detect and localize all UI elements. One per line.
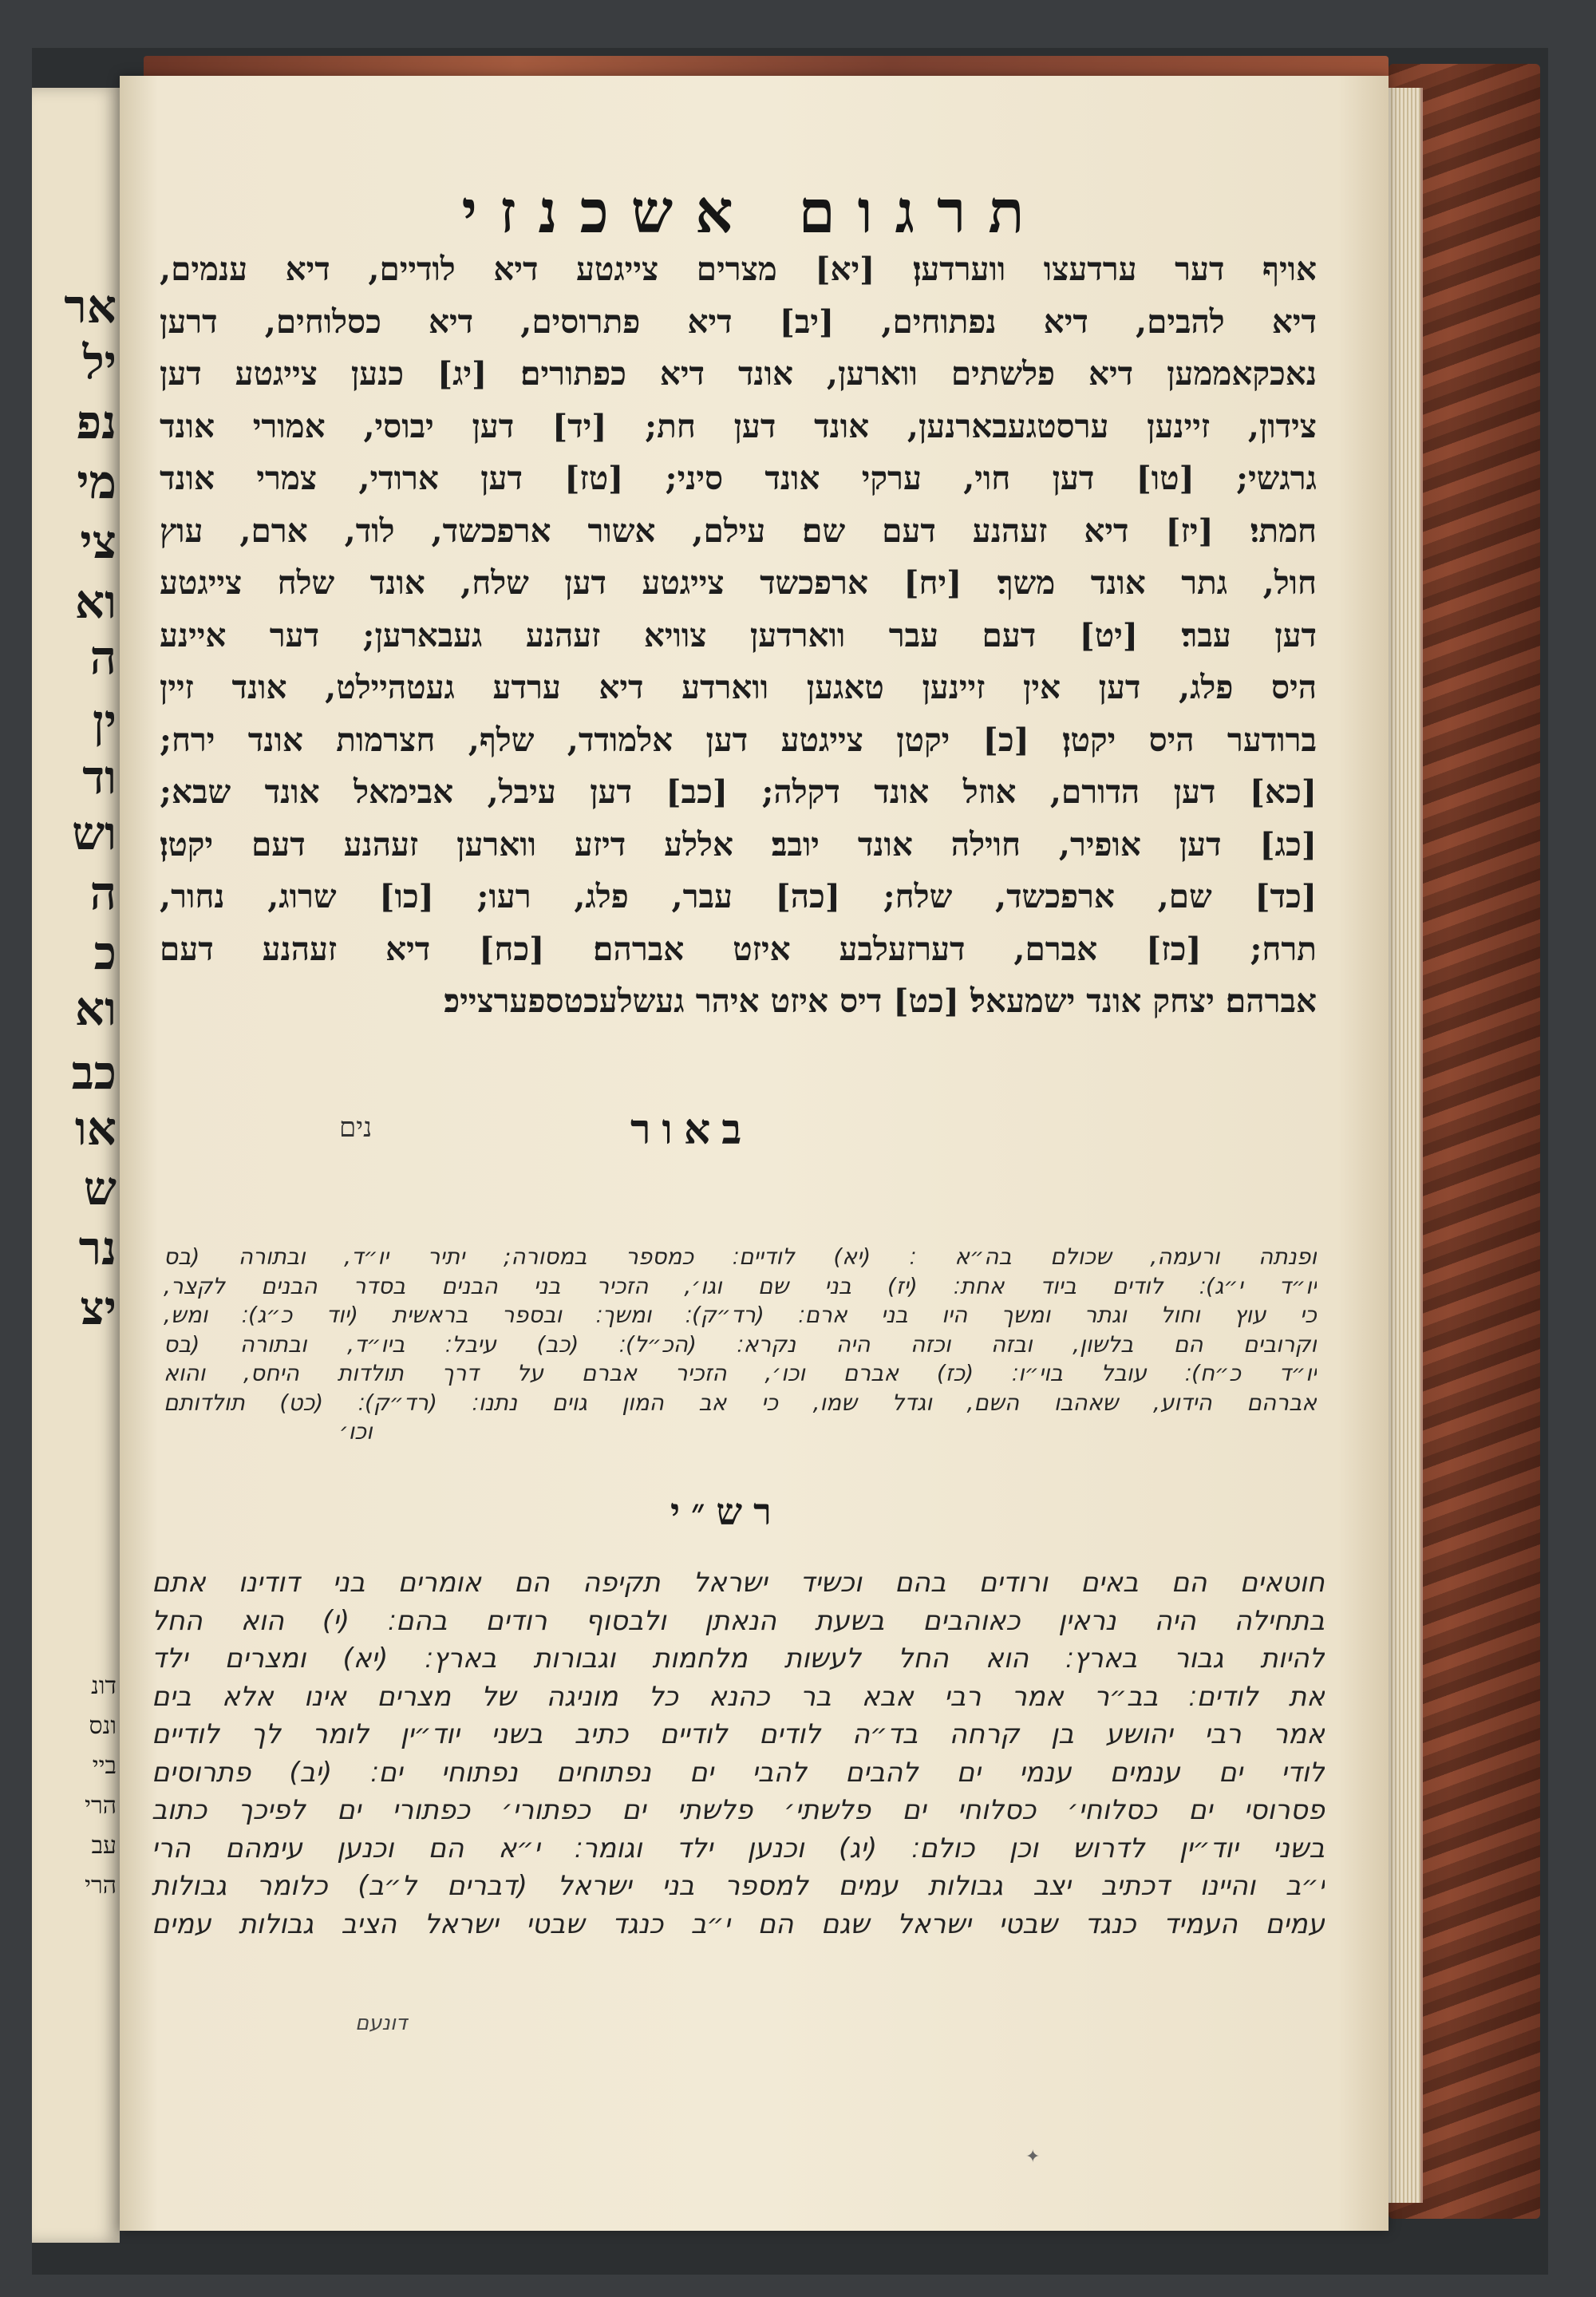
- text-line: תרח; [כז] אברם, דערזעלבע איזט אברהם׃ [כח] דיא זעהנע דעם: [160, 929, 1317, 968]
- left-fragment: וש: [72, 806, 117, 860]
- commentary-line: כי עוץ וחול וגתר ומשך היו בני ארם׃ (רד״ק)׃ ומשך׃ ובספר בראשית (יוד כ״ג)׃ ומש,: [164, 1302, 1317, 1328]
- left-fragment: נר: [78, 1221, 117, 1275]
- rashi-line: בתחילה היה נראין כאוהבים בשעת הנאתן ולבסוף רודים בהם׃ (י) הוא החל: [152, 1604, 1325, 1637]
- text-line: [כד] שם, ארפכשד, שלח; [כה] עבר, פלג, רעו; [כו] שרוג, נחור,: [160, 877, 1317, 915]
- text-line: היס פלג, דען אין זיינען טאגען ווארדע דיא ערדע געטהיילט, אונד זיין: [160, 668, 1317, 706]
- left-fragment-small: עב: [91, 1832, 117, 1860]
- rashi-line: את לודים׃ בב״ר אמר רבי אבא בר כהנא כל מוניגה של מצרים אינו אלא בים: [152, 1680, 1325, 1713]
- commentary-line: אברהם הידוע, שאהבו השם, וגדל שמו, כי אב המון גוים נתנו׃ (רד״ק)׃ (כט) תולדותם: [164, 1389, 1317, 1416]
- left-fragment: או: [74, 1101, 117, 1156]
- left-fragment: יל: [82, 335, 117, 389]
- biur-heading: באור: [630, 1105, 753, 1154]
- rashi-line: לודי ים ענמים ענמי ים להבים להבי ים נפתוחים נפתוחי ים׃ (יב) פתרוסים: [152, 1756, 1325, 1789]
- rashi-line: פסרוסי ים כסלוחי׳ כסלוחי ים פלשתי׳ פלשתי ים כפתורי׳ כפתורי ים לפיכך כתוב: [152, 1794, 1325, 1826]
- biur-catchword: נים: [339, 1112, 373, 1144]
- rashi-line: עמים העמיד כנגד שבטי ישראל שגם הם י״ב כנגד שבטי ישראל הציב גבולות עמים: [152, 1908, 1325, 1940]
- text-line: דען עבר׃ [יט] דעם עבר ווארדען צוויא זעהנע געבארען; דער איינע: [160, 615, 1317, 654]
- rashi-commentary: [152, 1564, 1325, 1943]
- main-page: [120, 76, 1389, 2231]
- rashi-line: בשני יוד״ין לדרוש וכן כולם׃ (יג) וכנען ילד וגומר׃ י״א הם וכנען עימהם הרי: [152, 1832, 1325, 1864]
- rashi-line: להיות גבור בארץ׃ הוא החל לעשות מלחמות וגבורות בארץ׃ (יא) ומצרים ילד: [152, 1643, 1325, 1674]
- left-fragment: ה: [89, 866, 117, 920]
- text-line: חמתי׃ [יז] דיא זעהנע דעם שם׃ עילם, אשור ארפכשד, לוד, ארם, עוץ: [160, 511, 1317, 550]
- text-line: דיא להבים, דיא נפתוחים, [יב] דיא פתרוסים, דיא כסלוחים, דרען: [160, 302, 1317, 341]
- text-line: אברהם׃ יצחק אונד ישמעאל׃ [כט] דיס איזט איהר געשלעכטספערצייכ׃: [444, 982, 1317, 1020]
- text-line: אויף דער ערדעצו ווערדען׃ [יא] מצרים צייגטע דיא לודיים, דיא ענמים,: [160, 250, 1317, 288]
- left-fragment: וא: [74, 575, 117, 629]
- page-title: תרגום אשכנזי: [461, 178, 1047, 247]
- text-line: ברודער היס יקטן׃ [כ] יקטן צייגטע דען אלמודד, שלף, חצרמות אונד ירח;: [160, 720, 1317, 759]
- left-fragment-small: ביי: [92, 1752, 117, 1780]
- left-fragment: אר: [64, 279, 117, 334]
- rashi-heading: רש״י: [670, 1490, 783, 1533]
- left-fragment: יצ: [80, 1281, 117, 1335]
- left-fragment: וד: [82, 750, 117, 805]
- left-fragment: ש: [83, 1161, 117, 1216]
- translation-text: [160, 243, 1317, 1028]
- left-fragment: כ: [93, 926, 117, 980]
- left-fragment-small: דונ: [91, 1672, 117, 1700]
- commentary-line: יו״ד י״ג)׃ לודים ביוד אחת׃ (יז) בני שם וגו׳, הזכיר בני הבנים בסדר הבנים לקצר,: [164, 1272, 1317, 1299]
- rashi-catchword: דונעם: [355, 2011, 408, 2035]
- text-line: נאכקאממען דיא פלשתים ווארען, אונד דיא כפתורים׃ [יג] כנען צייגטע דען: [160, 354, 1317, 393]
- left-fragment: ין: [93, 694, 117, 749]
- rashi-line: אמר רבי יהושע בן קרחה בד״ה לודים לודיים כתיב בשני יוד״ין לומר לך לודיים: [152, 1718, 1325, 1750]
- text-line: גרגשי; [טו] דען חוי, ערקי אונד סיני; [טז] דען ארודי, צמרי אונד: [160, 459, 1317, 497]
- left-fragment-small: ונס: [89, 1712, 117, 1740]
- left-fragment: נפ: [76, 395, 117, 449]
- left-facing-page: [32, 88, 120, 2243]
- biur-commentary: [164, 1243, 1317, 1447]
- rashi-line: י״ב והיינו דכתיב יצב גבולות עמים למספר בני ישראל (דברים ל״ב) כלומר גבולות: [152, 1870, 1325, 1902]
- left-fragment: ה: [89, 631, 117, 685]
- printers-mark: ✦: [1025, 2147, 1041, 2167]
- commentary-line: וקרובים הם בלשון, ובזה וכזה היה נקרא׃ (הכ״ל)׃ (כב) עיבל׃ ביו״ד, ובתורה (בס: [164, 1330, 1317, 1358]
- text-line: צידון, זיינען ערסטגעבארנען, אונד דען חת; [יד] דען יבוסי, אמורי אונד: [160, 406, 1317, 445]
- left-fragment: כב: [71, 1046, 117, 1100]
- commentary-line: ופנתה ורעמה, שכולם בה״א ׃ (יא) לודיים׃ כמספר במסורה; יתיר יו״ד, ובתורה (בס: [164, 1243, 1317, 1270]
- left-fragment-small: הרי: [85, 1872, 117, 1900]
- rashi-line: חוטאים הם באים ורודים בהם וכשיד ישראל תקיפה הם אומרים בני דודינו אתם: [152, 1567, 1325, 1599]
- commentary-line: יו״ד כ״ח)׃ עובל בוי״ו׃ (כז) אברם וכו׳, הזכיר אברם על דרך תולדות היחס, והוא: [164, 1360, 1317, 1386]
- commentary-line: וכו׳: [339, 1418, 373, 1445]
- text-line: חול, גתר אונד משך׃ [יח] ארפכשד צייגטע דען שלח, אונד שלח צייגטע: [160, 563, 1317, 602]
- text-line: [כא] דען הדורם, אוזל אונד דקלה; [כב] דען עיבל, אבימאל אונד שבא;: [160, 773, 1317, 811]
- left-fragment-small: הרי: [85, 1792, 117, 1820]
- text-line: [כג] דען אופיר, חוילה אונד יובב׃ אללע דיזע ווארען זעהנע דעם יקטן׃: [160, 824, 1317, 864]
- left-fragment: צי: [80, 515, 117, 569]
- left-fragment: וא: [74, 982, 117, 1036]
- left-fragment: מי: [77, 455, 117, 509]
